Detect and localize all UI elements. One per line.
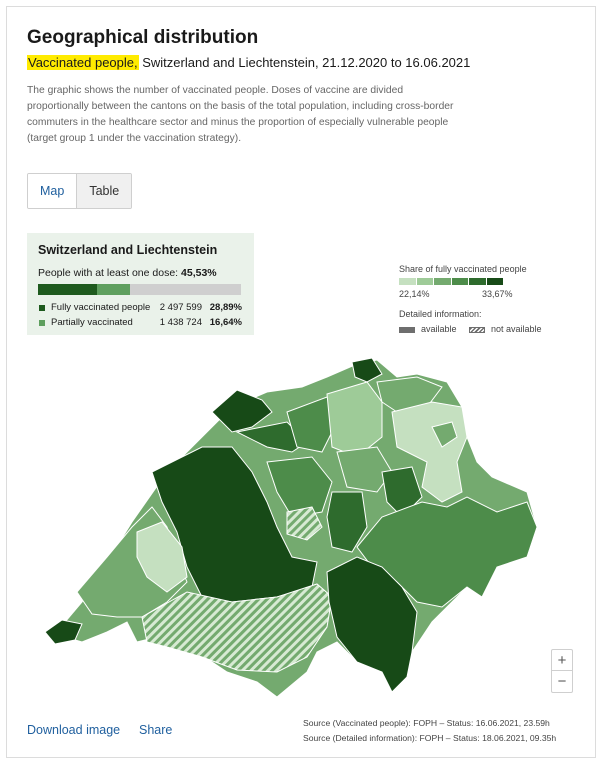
summary-title: Switzerland and Liechtenstein <box>38 243 218 257</box>
legend-swatch-2 <box>417 278 434 285</box>
tab-map[interactable]: Map <box>28 174 77 208</box>
not-available-swatch <box>469 327 485 333</box>
summary-box <box>27 233 254 335</box>
partially-vaccinated-bar <box>97 284 131 295</box>
dose-line <box>38 267 217 279</box>
legend-available: available <box>421 324 457 334</box>
row-label: Fully vaccinated people <box>51 302 151 313</box>
legend-swatch-6 <box>487 278 504 285</box>
fully-vaccinated-swatch <box>39 305 45 311</box>
available-swatch <box>399 327 415 333</box>
legend-color-scale <box>399 278 504 285</box>
view-tabs <box>27 173 132 209</box>
zoom-out-button[interactable]: − <box>557 673 567 690</box>
dose-value: 45,53% <box>181 267 217 279</box>
subtitle-highlight: Vaccinated people, <box>28 55 138 70</box>
source-vaccinated: Source (Vaccinated people): FOPH – Status: 16.06.2021, 23.59h <box>303 718 550 728</box>
chart-card <box>6 6 596 758</box>
legend-swatch-1 <box>399 278 416 285</box>
zoom-controls <box>551 649 573 693</box>
legend-not-available: not available <box>491 324 542 334</box>
legend-swatch-3 <box>434 278 451 285</box>
fully-vaccinated-bar <box>38 284 97 295</box>
subtitle <box>27 55 470 70</box>
row-pct: 16,64% <box>209 317 242 328</box>
download-image-link[interactable]: Download image <box>27 723 121 737</box>
legend-swatch-4 <box>452 278 469 285</box>
zoom-in-button[interactable]: + <box>552 650 572 671</box>
share-link[interactable]: Share <box>139 723 173 737</box>
row-label: Partially vaccinated <box>51 317 133 328</box>
source-detailed: Source (Detailed information): FOPH – Status: 18.06.2021, 09.35h <box>303 733 557 743</box>
legend-max: 33,67% <box>482 289 513 299</box>
row-count: 1 438 724 <box>159 317 202 328</box>
partially-vaccinated-swatch <box>39 320 45 326</box>
dose-label: People with at least one dose: <box>38 267 179 279</box>
legend-min: 22,14% <box>399 289 430 299</box>
row-pct: 28,89% <box>209 302 242 313</box>
row-count: 2 497 599 <box>159 302 202 313</box>
legend-detail-title: Detailed information: <box>399 309 482 319</box>
legend-title: Share of fully vaccinated people <box>399 264 527 274</box>
switzerland-map[interactable] <box>37 352 537 702</box>
dose-progress-bar <box>38 284 241 295</box>
subtitle-text: Switzerland and Liechtenstein, 21.12.2020 to 16.06.2021 <box>138 55 471 70</box>
legend-swatch-5 <box>469 278 486 285</box>
page-title: Geographical distribution <box>27 27 259 48</box>
description: The graphic shows the number of vaccinated people. Doses of vaccine are divided proportionally between the cantons on the basis of the total population, including cross-border commuters in the healthcare sector and minus the proportion of especially vulnerable people (target group 1 under the vaccination strategy). <box>27 85 454 144</box>
tab-table[interactable]: Table <box>77 174 131 208</box>
